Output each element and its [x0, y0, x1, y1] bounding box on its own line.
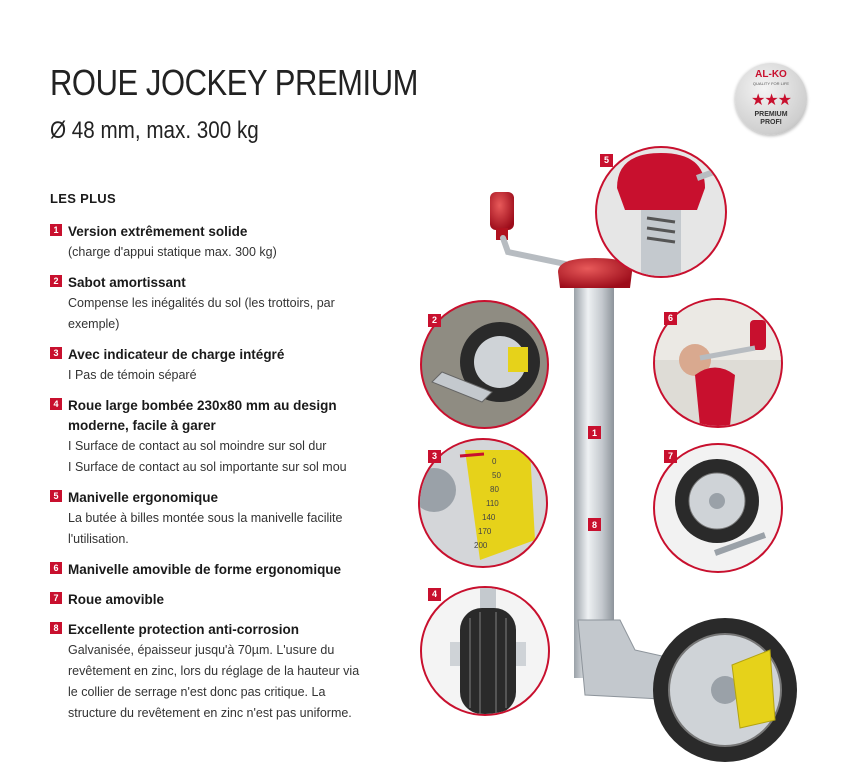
crank-arm	[503, 238, 570, 265]
feature-title: Version extrêmement solide	[68, 224, 248, 239]
feature-desc: (charge d'appui statique max. 300 kg)	[68, 245, 277, 259]
feature-desc: I Pas de témoin séparé	[68, 368, 197, 382]
feature-number: 5	[50, 490, 62, 502]
logo-premium	[735, 111, 807, 127]
badge-6: 6	[664, 312, 677, 325]
feature-desc: Compense les inégalités du sol (les trottoirs, par exemple)	[68, 296, 335, 331]
page-subtitle: Ø 48 mm, max. 300 kg	[50, 117, 259, 144]
crank-top-detail	[597, 148, 725, 276]
gauge-tick: 200	[474, 541, 488, 550]
removable-wheel-detail	[655, 445, 781, 571]
badge-7: 7	[664, 450, 677, 463]
feature-title: Manivelle ergonomique	[68, 490, 219, 505]
gauge-tick: 0	[492, 457, 497, 466]
gauge-tick: 170	[478, 527, 492, 536]
badge-3: 3	[428, 450, 441, 463]
gauge-tick: 110	[486, 499, 499, 508]
gauge-tick: 140	[482, 513, 496, 522]
feature-item-1	[50, 222, 370, 263]
badge-2: 2	[428, 314, 441, 327]
feature-title: Manivelle amovible de forme ergonomique	[68, 562, 342, 577]
feature-item-2	[50, 273, 370, 335]
feature-desc: I Surface de contact au sol importante sur sol mou	[68, 460, 347, 474]
logo-premium-line1: PREMIUM	[754, 111, 788, 118]
tube-badge-1: 1	[591, 428, 598, 438]
logo-brand: AL-KO	[755, 69, 787, 80]
page-title: ROUE JOCKEY PREMIUM	[50, 62, 418, 103]
feature-desc: I Surface de contact au sol moindre sur sol dur	[68, 439, 327, 453]
feature-item-7	[50, 590, 370, 610]
gauge-tick: 50	[492, 471, 501, 480]
section-heading: LES PLUS	[50, 191, 116, 206]
feature-number: 6	[50, 562, 62, 574]
feature-title: Avec indicateur de charge intégré	[68, 347, 285, 362]
feature-item-3	[50, 345, 370, 386]
feature-number: 1	[50, 224, 62, 236]
badge-5: 5	[600, 154, 613, 167]
feature-number: 8	[50, 622, 62, 634]
crank-handle-knob	[490, 192, 514, 230]
feature-number: 2	[50, 275, 62, 287]
logo-tagline: QUALITY FOR LIFE	[752, 81, 790, 86]
feature-item-6	[50, 560, 370, 580]
feature-number: 7	[50, 592, 62, 604]
stars-icon: ★★★	[750, 92, 792, 109]
logo-premium-line2: PROFI	[760, 119, 782, 126]
feature-desc: La butée à billes montée sous la manivelle facilite l'utilisation.	[68, 511, 343, 546]
feature-item-4	[50, 396, 370, 478]
feature-title: Roue large bombée 230x80 mm au design moderne, facile à garer	[68, 398, 337, 433]
feature-title: Roue amovible	[68, 592, 165, 607]
feature-item-8	[50, 620, 370, 724]
gauge-tick: 80	[490, 485, 499, 494]
alko-logo	[735, 63, 807, 135]
feature-item-5	[50, 488, 370, 550]
feature-title: Sabot amortissant	[68, 275, 186, 290]
feature-title: Excellente protection anti-corrosion	[68, 622, 300, 637]
detail-circle-5	[595, 146, 727, 278]
tube-badge-8: 8	[591, 520, 598, 530]
detail-circle-4	[420, 586, 550, 716]
feature-number: 3	[50, 347, 62, 359]
badge-4: 4	[428, 588, 441, 601]
feature-number: 4	[50, 398, 62, 410]
feature-list	[50, 222, 370, 734]
wide-wheel-detail	[422, 588, 548, 714]
feature-desc: Galvanisée, épaisseur jusqu'à 70µm. L'usure du revêtement en zinc, lors du réglage de la hauteur via le collier de serrage n'est donc pas critique. La structure du revêtement en zinc n'est pas uniforme.	[68, 643, 360, 720]
